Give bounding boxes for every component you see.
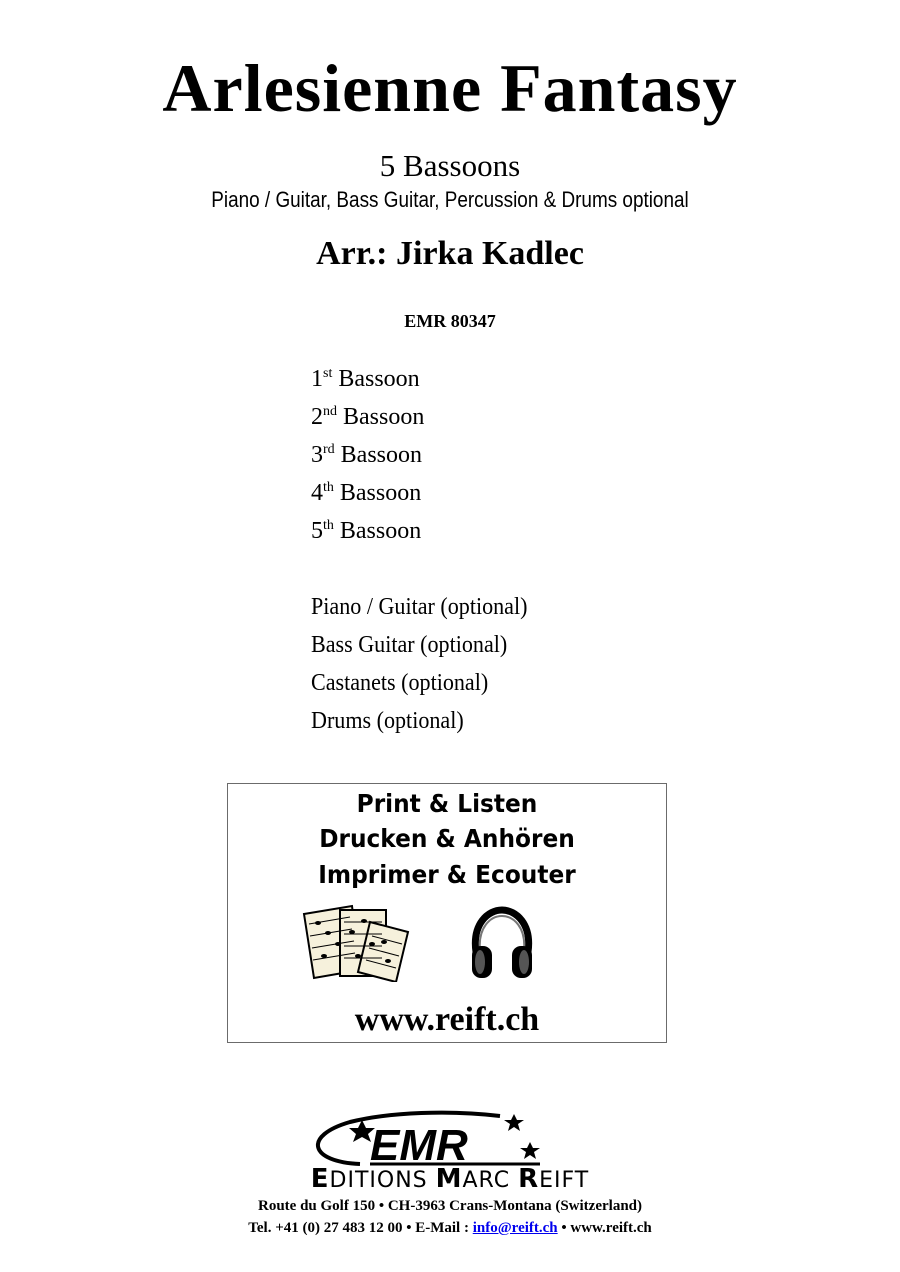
optional-part-item: Castanets (optional) [311, 670, 489, 696]
sheet-music-icon [300, 904, 412, 982]
arranger: Arr.: Jirka Kadlec [316, 235, 584, 272]
print-listen-box [227, 783, 667, 1043]
promo-line-english: Print & Listen [356, 789, 538, 818]
part-item: 1st Bassoon [311, 366, 420, 392]
part-item: 3rd Bassoon [311, 442, 423, 468]
optional-part-item: Piano / Guitar (optional) [311, 594, 528, 620]
catalog-number: EMR 80347 [404, 311, 496, 331]
email-link[interactable]: info@reift.ch [472, 1220, 558, 1236]
page-title: Arlesienne Fantasy [162, 50, 738, 126]
website-text: • www.reift.ch [557, 1220, 652, 1236]
optional-part-item: Bass Guitar (optional) [311, 632, 508, 658]
parts-list [311, 360, 546, 740]
promo-line-german: Drucken & Anhören [319, 824, 575, 853]
emr-logo [300, 1108, 600, 1168]
promo-website[interactable]: www.reift.ch [354, 1001, 540, 1038]
publisher-address: Route du Golf 150 • CH-3963 Crans-Montana (Switzerland) [258, 1198, 642, 1214]
promo-line-french: Imprimer & Ecouter [318, 860, 576, 889]
optional-part-item: Drums (optional) [311, 708, 464, 734]
publisher-name: EDITIONS MARC REIFT [310, 1164, 590, 1194]
part-item: 4th Bassoon [311, 480, 422, 506]
emr-logo-text: EMR [370, 1121, 468, 1168]
publisher-contact: Tel. +41 (0) 27 483 12 00 • E-Mail : info@reift.ch • www.reift.ch [248, 1220, 652, 1236]
instrumentation-note: Piano / Guitar, Bass Guitar, Percussion & Drums optional [211, 187, 689, 212]
headphones-icon [466, 906, 538, 980]
part-item: 5th Bassoon [311, 518, 422, 544]
subtitle: 5 Bassoons [379, 148, 521, 183]
spacer [311, 550, 546, 588]
part-item: 2nd Bassoon [311, 404, 425, 430]
